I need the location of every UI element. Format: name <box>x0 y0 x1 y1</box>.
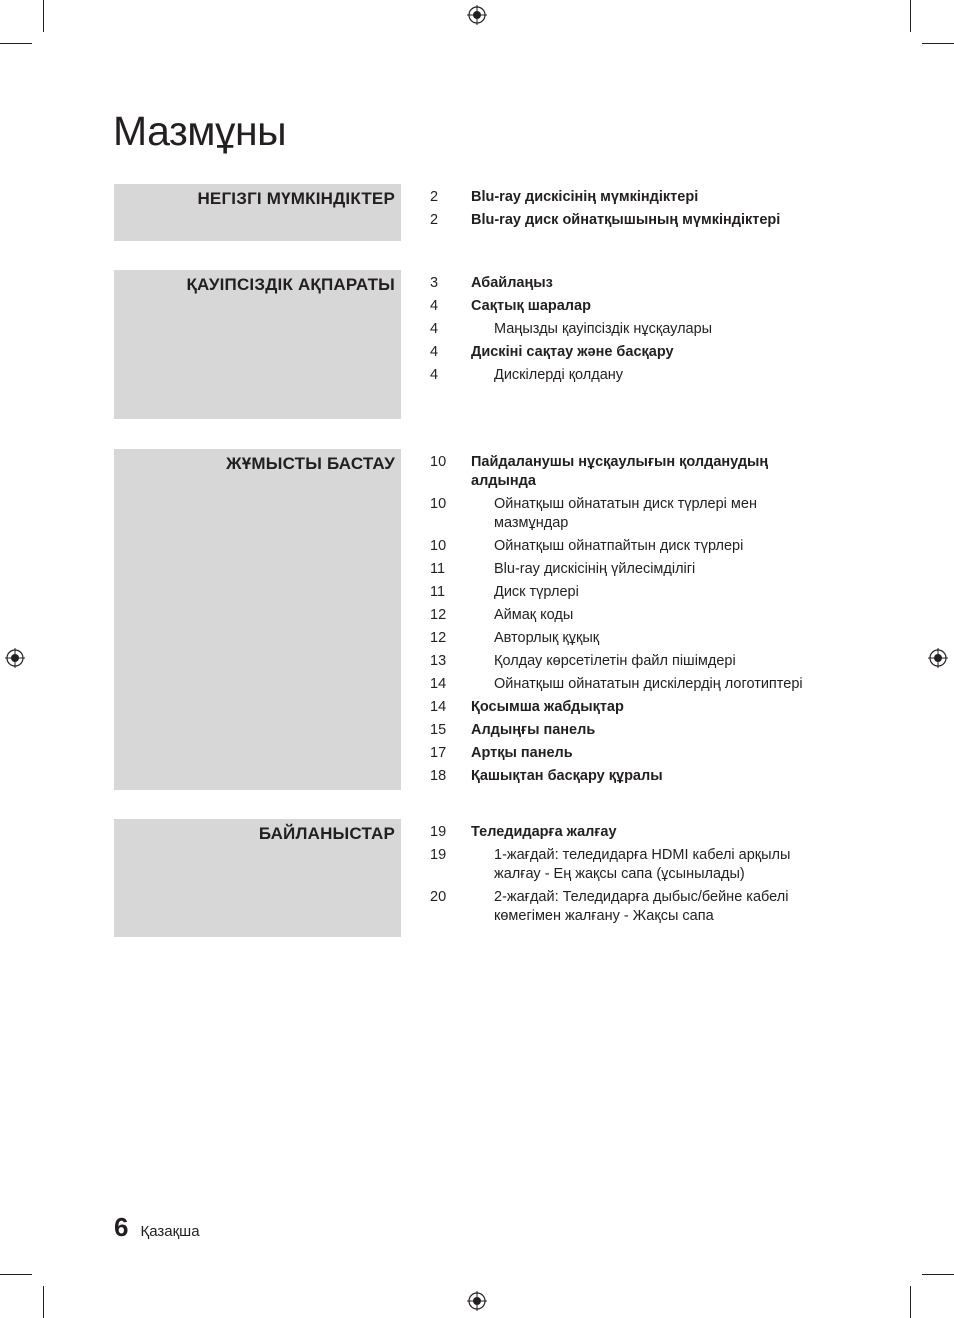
page-footer <box>114 1212 200 1243</box>
toc-entry[interactable] <box>430 767 830 786</box>
crop-mark <box>922 43 954 44</box>
toc-entry-title: Дискіні сақтау және басқару <box>471 344 674 360</box>
section-title: ЖҰМЫСТЫ БАСТАУ <box>226 454 395 473</box>
toc-entry[interactable] <box>430 629 830 648</box>
toc-entry-page-number: 14 <box>430 676 447 692</box>
toc-entry-page-number: 10 <box>430 454 447 470</box>
registration-mark-icon <box>467 5 487 25</box>
toc-entry-title: Дискілерді қолдану <box>494 367 624 383</box>
section-title: НЕГІЗГІ МҮМКІНДІКТЕР <box>197 189 395 208</box>
toc-entry-title: Диск түрлері <box>494 584 579 600</box>
registration-mark-icon <box>467 1291 487 1311</box>
toc-entry-page-number: 3 <box>430 275 439 291</box>
section-heading-box <box>114 819 401 937</box>
toc-entry[interactable] <box>430 274 830 293</box>
toc-entry-title: Артқы панель <box>471 745 573 761</box>
toc-entry[interactable] <box>430 320 830 339</box>
toc-entry-page-number: 4 <box>430 298 439 314</box>
toc-entry-title: Аймақ коды <box>494 607 574 623</box>
toc-entry[interactable] <box>430 211 830 230</box>
toc-section-getting-started <box>114 449 834 790</box>
toc-entry-title: 1-жағдай: теледидарға HDMI кабелі арқылы жалғау - Ең жақсы сапа (ұсынылады) <box>494 847 791 882</box>
crop-mark <box>922 1274 954 1275</box>
toc-entry-page-number: 17 <box>430 745 447 761</box>
toc-entry-page-number: 20 <box>430 889 447 905</box>
toc-entry-page-number: 18 <box>430 768 447 784</box>
crop-mark <box>43 1286 44 1318</box>
toc-entry[interactable] <box>430 744 830 763</box>
toc-entries <box>430 823 830 930</box>
toc-entry[interactable] <box>430 583 830 602</box>
toc-entry[interactable] <box>430 453 830 491</box>
toc-entry-page-number: 19 <box>430 847 447 863</box>
toc-entry-page-number: 2 <box>430 189 439 205</box>
toc-section-main-features <box>114 184 834 241</box>
section-heading-box <box>114 184 401 241</box>
toc-section-safety <box>114 270 834 419</box>
toc-entry[interactable] <box>430 675 830 694</box>
toc-entry[interactable] <box>430 495 830 533</box>
toc-entry-page-number: 12 <box>430 630 447 646</box>
language-label: Қазақша <box>140 1223 200 1240</box>
toc-entry-page-number: 15 <box>430 722 447 738</box>
registration-mark-icon <box>5 648 25 668</box>
toc-entry-title: Ойнатқыш ойнататын дискілердің логотиптері <box>494 676 803 692</box>
toc-entry-title: Blu-ray диск ойнатқышының мүмкіндіктері <box>471 212 781 228</box>
toc-entry[interactable] <box>430 343 830 362</box>
toc-entries <box>430 188 830 234</box>
toc-entry-title: 2-жағдай: Теледидарға дыбыс/бейне кабелі көмегімен жалғану - Жақсы сапа <box>494 889 789 924</box>
toc-entry[interactable] <box>430 846 830 884</box>
crop-mark <box>910 0 911 32</box>
toc-entry-page-number: 19 <box>430 824 447 840</box>
toc-entry[interactable] <box>430 652 830 671</box>
toc-entry-title: Ойнатқыш ойнатпайтын диск түрлері <box>494 538 744 554</box>
toc-entry[interactable] <box>430 560 830 579</box>
toc-entry[interactable] <box>430 188 830 207</box>
toc-entry-page-number: 4 <box>430 367 439 383</box>
toc-entry-title: Абайлаңыз <box>471 275 553 291</box>
toc-entry-page-number: 10 <box>430 496 447 512</box>
toc-entry-title: Қолдау көрсетілетін файл пішімдері <box>494 653 736 669</box>
section-title: БАЙЛАНЫСТАР <box>258 824 395 843</box>
toc-entry-title: Теледидарға жалғау <box>471 824 617 840</box>
toc-entry[interactable] <box>430 537 830 556</box>
toc-entry[interactable] <box>430 366 830 385</box>
section-heading-box <box>114 270 401 419</box>
toc-entry-page-number: 4 <box>430 321 439 337</box>
toc-entry[interactable] <box>430 297 830 316</box>
toc-entry-title: Ойнатқыш ойнататын диск түрлері мен мазмұндар <box>494 496 757 531</box>
crop-mark <box>0 43 32 44</box>
page-title: Мазмұны <box>113 108 287 154</box>
toc-entry[interactable] <box>430 698 830 717</box>
toc-entry-page-number: 13 <box>430 653 447 669</box>
toc-entry-title: Маңызды қауіпсіздік нұсқаулары <box>494 321 713 337</box>
crop-mark <box>43 0 44 32</box>
toc-section-connections <box>114 819 834 937</box>
crop-mark <box>910 1286 911 1318</box>
toc-entry-page-number: 2 <box>430 212 439 228</box>
toc-entry-page-number: 12 <box>430 607 447 623</box>
crop-mark <box>0 1274 32 1275</box>
toc-entry[interactable] <box>430 888 830 926</box>
page-number: 6 <box>114 1212 129 1242</box>
toc-entry-page-number: 4 <box>430 344 439 360</box>
toc-entry-title: Қосымша жабдықтар <box>471 699 624 715</box>
toc-entry-page-number: 10 <box>430 538 447 554</box>
section-title: ҚАУІПСІЗДІК АҚПАРАТЫ <box>186 275 395 294</box>
toc-entry-title: Пайдаланушы нұсқаулығын қолданудың алдында <box>471 454 769 489</box>
toc-entry-title: Алдыңғы панель <box>471 722 596 738</box>
toc-entries <box>430 453 830 790</box>
toc-entry-page-number: 14 <box>430 699 447 715</box>
toc-entry-title: Сақтық шаралар <box>471 298 591 314</box>
toc-entry[interactable] <box>430 721 830 740</box>
toc-entry-page-number: 11 <box>430 561 446 577</box>
toc-entry-title: Blu-ray дискісінің үйлесімділігі <box>494 561 696 577</box>
toc-entry-title: Қашықтан басқару құралы <box>471 768 663 784</box>
toc-entry-title: Авторлық құқық <box>494 630 600 646</box>
toc-entries <box>430 274 830 389</box>
toc-entry[interactable] <box>430 823 830 842</box>
toc-entry-page-number: 11 <box>430 584 446 600</box>
registration-mark-icon <box>928 648 948 668</box>
section-heading-box <box>114 449 401 790</box>
toc-entry-title: Blu-ray дискісінің мүмкіндіктері <box>471 189 699 205</box>
toc-entry[interactable] <box>430 606 830 625</box>
